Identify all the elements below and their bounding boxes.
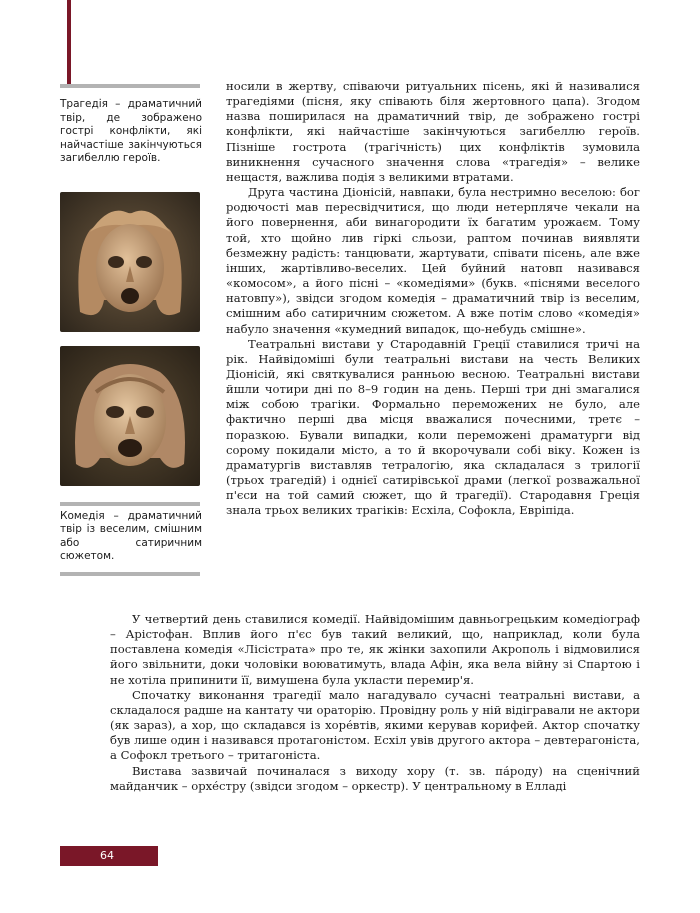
page-number: 64 xyxy=(60,846,158,866)
paragraph: У четвертий день ставилися комедії. Найвідомішим давньогрецьким комедіограф – Арістофан. Вплив його п'єс був такий великий, що, наприклад, коли була поставлена комедія «Лісістрата» про те, як жінки захопили Акрополь і відмовилися його звільнити, доки чоловіки воюватимуть, влада Афін, яка вела війну зі Спартою і не хотіла припинити її, вимушена була укласти перемир'я. xyxy=(110,612,640,687)
sidebar-separator xyxy=(60,502,200,506)
tragedy-caption: Трагедія – драматичний твір, де зображено гострі конфлікти, які найчастіше закінчуються загибеллю героїв. xyxy=(60,98,202,164)
paragraph: Театральні вистави у Стародавній Греції ставилися тричі на рік. Найвідоміші були театральні вистави на честь Великих Діонісій, які святкувалися ранньою весною. Театральні вистави йшли чотири дні по 8–9 годин на день. Перші три дні змагалися між собою трагіки. Формально переможених не було, але фактично перші два місця вважалися почесними, третє – поразкою. Бували випадки, коли переможені драматурги від сорому покидали місто, а то й вкорочували собі віку. Кожен із драматургів виставляв тетралогію, яка складалася з трилогії (трьох трагедій) і однієї сатирівської драми (легкої розважальної п'єси на той самий сюжет, що й трагедії). Стародавня Греція знала трьох великих трагіків: Есхіла, Софокла, Евріпіда. xyxy=(226,336,640,518)
tragedy-mask-image xyxy=(60,192,200,332)
comedy-mask-image xyxy=(60,346,200,486)
sidebar xyxy=(60,84,208,576)
paragraph: Друга частина Діонісій, навпаки, була нестримно веселою: бог родючості мав пересвідчитися, що люди нетерпляче чекали на його повернення, аби винагородити їх багатим урожаєм. Тому той, хто щойно лив гіркі сльози, раптом починав виявляти безмежну радість: танцювати, жартувати, співати пісень, але вже інших, жартівливо-веселих. Цей буйний натовп називався «комосом», а його пісні – «комедіями» (букв. «піснями веселого натовпу»), звідси згодом комедія – драматичний твір із веселим, смішним або сатиричним сюжетом. А вже потім слово «комедія» набуло значення «кумедний випадок, що-небудь смішне». xyxy=(226,185,640,336)
top-accent-rule xyxy=(67,0,71,84)
sidebar-separator xyxy=(60,84,200,88)
comedy-caption: Комедія – драматичний твір із веселим, смішним або сатиричним сюжетом. xyxy=(60,509,202,562)
paragraph: Вистава зазвичай починалася з виходу хору (т. зв. па́роду) на сценічний майданчик – орхе́стру (звідси згодом – оркестр). У центральному в Елладі xyxy=(110,763,640,793)
full-width-text xyxy=(110,612,640,794)
sidebar-separator xyxy=(60,572,200,576)
paragraph: носили в жертву, співаючи ритуальних пісень, які й називалися трагедіями (пісня, яку співають біля жертовного цапа). Згодом назва поширилася на драматичний твір, де зображено гострі конфлікти, які найчастіше закінчуються загибеллю героїв. Пізніше гострота (трагічність) цих конфліктів зумовила виникнення сучасного значення слова «трагедія» – велике нещастя, важлива подія з великими втратами. xyxy=(226,79,640,184)
paragraph: Спочатку виконання трагедії мало нагадувало сучасні театральні вистави, а складалося радше на кантату чи ораторію. Провідну роль у ній відігравали не актори (як зараз), а хор, що складався із хоре́втів, якими керував корифей. Актор спочатку був лише один і називався протагоністом. Есхіл увів другого актора – девтерагоніста, а Софокл третього – тритагоніста. xyxy=(110,687,640,763)
main-text-column xyxy=(226,79,640,519)
